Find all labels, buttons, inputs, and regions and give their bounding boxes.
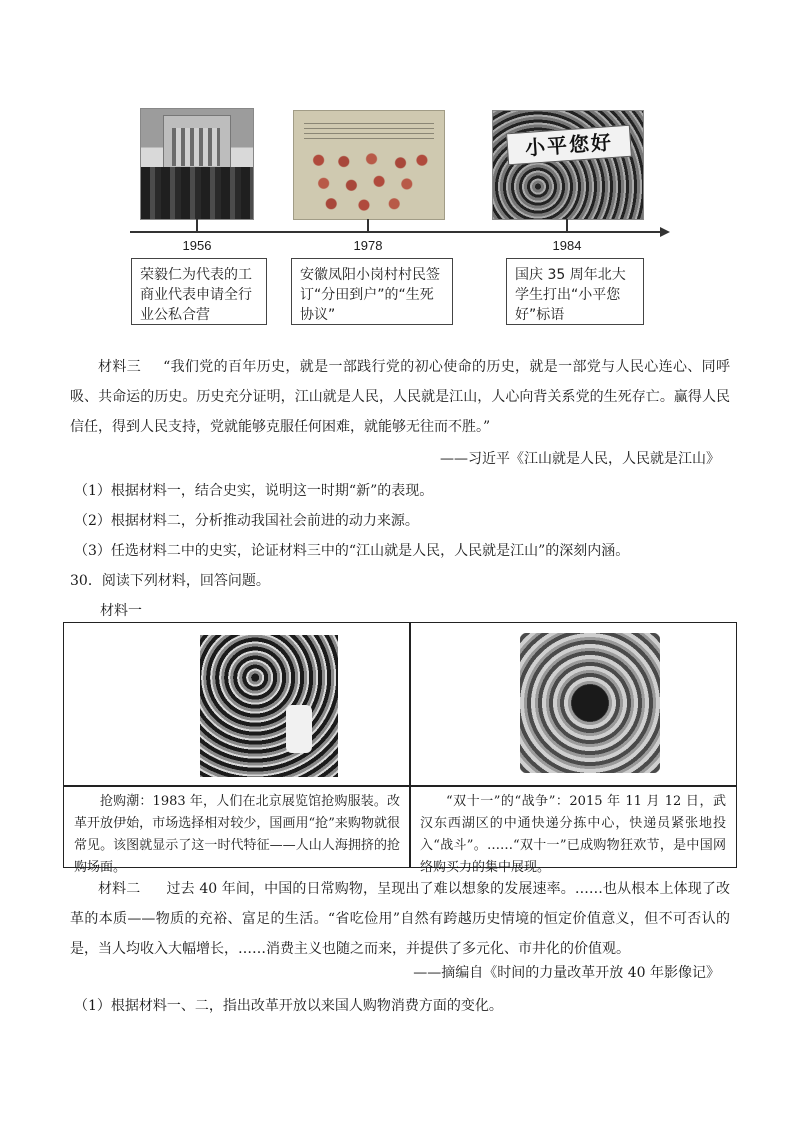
banner-text: 小平您好 [506,125,632,166]
photo-1983-shopping-crowd [200,635,338,777]
material2-source: ——摘编自《时间的力量改革开放 40 年影像记》 [413,965,720,981]
material3-source: ——习近平《江山就是人民，人民就是江山》 [440,451,720,467]
timeline-year: 1984 [552,238,582,253]
material1-cell-left: 抢购潮：1983 年，人们在北京展览馆抢购服装。改革开放伊始，市场选择相对较少，国画用“抢”来购物就很常见。该图就显示了这一时代特征——人山人海拥挤的抢购场面。 [74,794,400,875]
red-fingerprints [306,147,432,213]
table-divider [64,785,736,787]
building-shape [163,115,231,173]
photo-1956-ceremony [140,108,254,220]
question-29-2: （2）根据材料二，分析推动我国社会前进的动力来源。 [74,513,419,529]
material2-text: 过去 40 年间，中国的日常购物，呈现出了难以想象的发展速率。……也从根本上体现了改革的本质——物质的充裕、富足的生活。“省吃俭用”自然有跨越历史情境的恒定价值意义，但不可否认的是，当人均收入大幅增长，……消费主义也随之而来，并提供了多元化、市井化的价值观。 [70,881,731,957]
crowd-shape [141,167,253,219]
material2-paragraph [70,874,730,964]
material1-cell-right: “双十一”的“战争”：2015 年 11 月 12 日，武汉东西湖区的中通快递分拣中心，快递员紧张地投入“战斗”。……“双十一”已成购物狂欢节，是中国网络购买力的集中展现。 [420,794,726,875]
timeline-tick [367,219,369,232]
question-29-3: （3）任选材料二中的史实，论证材料三中的“江山就是人民，人民就是江山”的深刻内涵。 [74,543,630,559]
timeline-year: 1978 [353,238,383,253]
question-30-1: （1）根据材料一、二，指出改革开放以来国人购物消费方面的变化。 [74,998,503,1014]
photo-1984-parade [492,110,644,220]
question-30-title: 30．阅读下列材料，回答问题。 [70,573,270,589]
contract-handwriting [304,119,434,139]
timeline-axis [130,231,662,233]
photo-2015-sorting-center [520,633,660,773]
material3-paragraph [70,352,730,442]
timeline-event-1984: 国庆 35 周年北大学生打出“小平您好”标语 [506,258,644,325]
material3-label: 材料三 [98,359,142,375]
material1-label: 材料一 [100,603,142,619]
timeline-arrow-icon [660,227,670,237]
material3-text: “我们党的百年历史，就是一部践行党的初心使命的历史，就是一部党与人民心连心、同呼吸、共命运的历史。历史充分证明，江山就是人民，人民就是江山，人心向背关系党的生死存亡。赢得人民信任，得到人民支持，党就能够克服任何困难，就能够无往而不胜。” [70,359,731,435]
timeline-event-1978: 安徽凤阳小岗村村民签订“分田到户”的“生死协议” [291,258,453,325]
timeline-tick [196,219,198,232]
photo-1978-contract [293,110,445,220]
material1-table [63,622,737,875]
timeline-year: 1956 [182,238,212,253]
question-29-1: （1）根据材料一，结合史实，说明这一时期“新”的表现。 [74,483,434,499]
material2-label: 材料二 [98,881,141,897]
timeline-tick [566,219,568,232]
timeline-event-1956: 荣毅仁为代表的工商业代表申请全行业公私合营 [131,258,267,325]
table-divider [409,623,411,867]
